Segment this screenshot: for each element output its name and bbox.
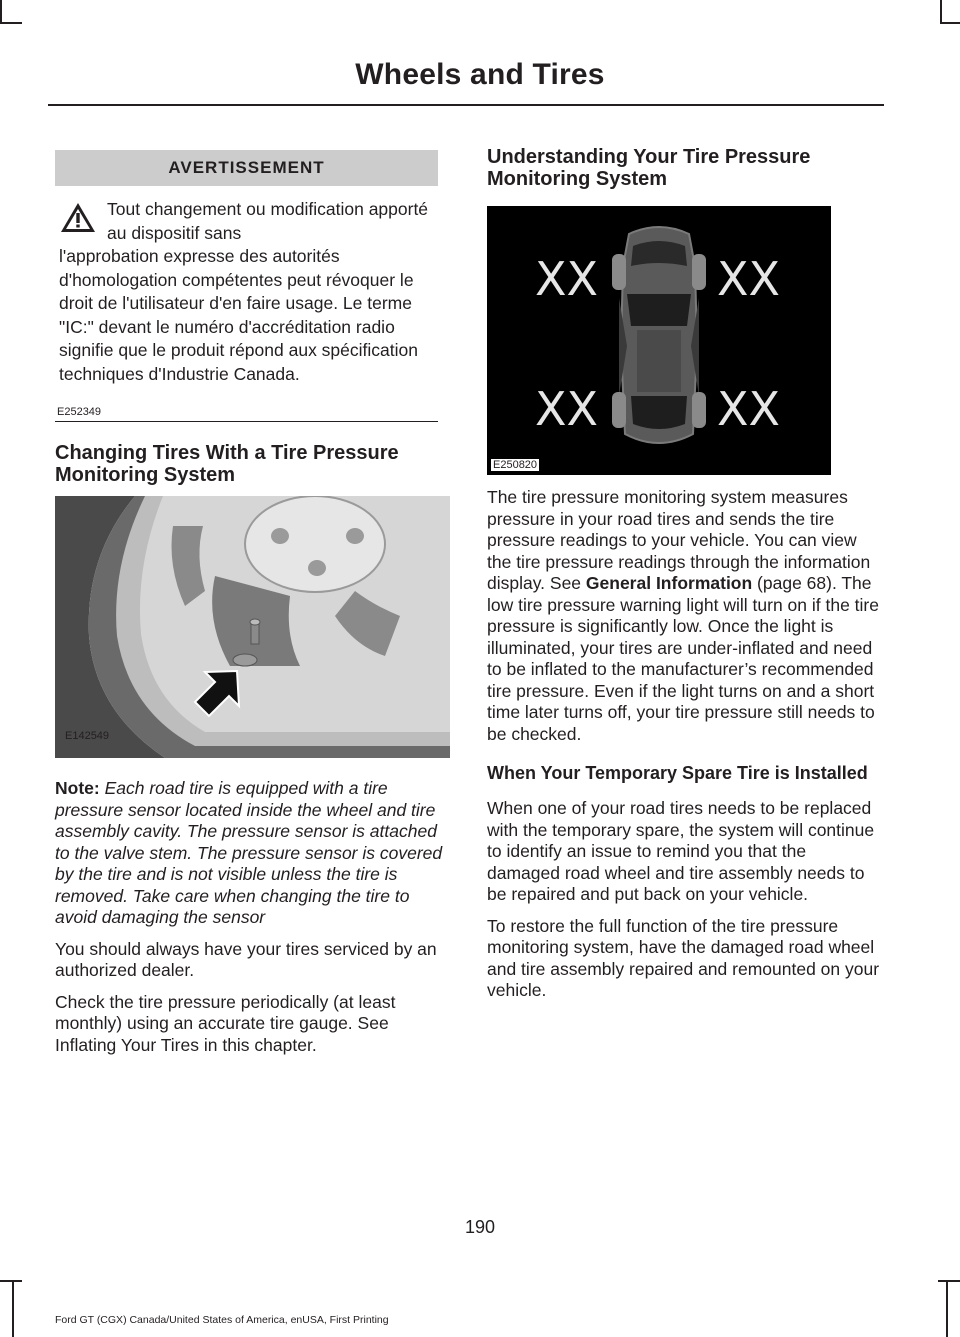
- section-heading: Understanding Your Tire Pressure Monitoring System: [487, 146, 811, 190]
- crop-mark: [0, 22, 22, 24]
- paragraph: To restore the full function of the tire pressure monitoring system, have the damaged road wheel and tire assembly repaired and remounted on your vehicle.: [487, 915, 880, 1000]
- tire-valve-illustration: [55, 496, 450, 758]
- page-title: Wheels and Tires: [355, 58, 605, 91]
- figure-code: E142549: [65, 730, 110, 742]
- paragraph: Check the tire pressure periodically (at least monthly) using an accurate tire gauge. See Inflating Your Tires in this chapter.: [55, 991, 396, 1055]
- section-heading: Changing Tires With a Tire Pressure Monitoring System: [55, 442, 399, 486]
- left-column: [55, 150, 450, 1056]
- tire-reading-front-right: XX: [717, 252, 781, 306]
- note-label: Note:: [55, 778, 100, 798]
- warning-body: [55, 186, 438, 386]
- paragraph: When one of your road tires needs to be replaced with the temporary spare, the system will continue to identify an issue to remind you that the damaged road wheel and tire assembly needs to be repaired and put back on your vehicle.: [487, 798, 875, 904]
- tire-reading-rear-right: XX: [717, 382, 781, 436]
- crop-mark: [12, 1280, 14, 1337]
- warning-rule: [55, 421, 438, 423]
- crop-mark: [946, 1280, 948, 1337]
- note-paragraph: [55, 778, 450, 929]
- warning-text: l'approbation expresse des autorités d'homologation compétentes peut révoquer le droit de l'utilisateur d'en faire usage. Le terme "IC:" devant le numéro d'accréditation radio signifie que le produit répond aux spécification techniques d'Industrie Canada.: [59, 246, 418, 384]
- paragraph: [487, 487, 882, 745]
- footer-text: Ford GT (CGX) Canada/United States of America, enUSA, First Printing: [55, 1314, 389, 1326]
- warning-title: AVERTISSEMENT: [55, 150, 438, 186]
- header-rule: [48, 104, 884, 106]
- crop-mark: [938, 1280, 960, 1282]
- crop-mark: [940, 0, 942, 22]
- page-number: 190: [464, 1217, 496, 1237]
- paragraph-text: (page 68). The low tire pressure warning light will turn on if the tire pressure is significantly low. Once the light is illuminated, your tires are under-inflated and need to be inflated to the manufacturer’s recommended tire pressure. Even if the light turns on and a short time later turns off, your tire pressure still needs to be checked.: [487, 573, 879, 744]
- section-heading: When Your Temporary Spare Tire is Installed: [487, 763, 868, 783]
- tire-reading-front-left: XX: [535, 252, 599, 306]
- tire-reading-rear-left: XX: [535, 382, 599, 436]
- cross-reference-link[interactable]: General Information: [585, 573, 753, 593]
- note-text: Each road tire is equipped with a tire pressure sensor located inside the wheel and tire assembly cavity. The pressure sensor is attached to the valve stem. The pressure sensor is covered by the tire and is not visible unless the tire is removed. Take care when changing the tire to avoid damaging the sensor: [55, 778, 443, 927]
- figure-code: E252349: [57, 406, 102, 418]
- tpms-display-figure: [487, 206, 831, 475]
- paragraph: You should always have your tires serviced by an authorized dealer.: [55, 938, 437, 980]
- crop-mark: [0, 1280, 22, 1282]
- paragraph-text: The tire pressure monitoring system measures pressure in your road tires and sends the tire pressure readings to your vehicle. You can view the tire pressure readings through the information display. See: [487, 487, 871, 593]
- warning-box: [55, 150, 438, 422]
- crop-mark: [940, 22, 960, 24]
- right-column: [487, 146, 882, 1002]
- warning-triangle-icon: [59, 200, 97, 234]
- figure-code: E250820: [493, 459, 538, 471]
- crop-mark: [0, 0, 2, 22]
- warning-text-first: Tout changement ou modification apporté au dispositif sans: [107, 199, 429, 243]
